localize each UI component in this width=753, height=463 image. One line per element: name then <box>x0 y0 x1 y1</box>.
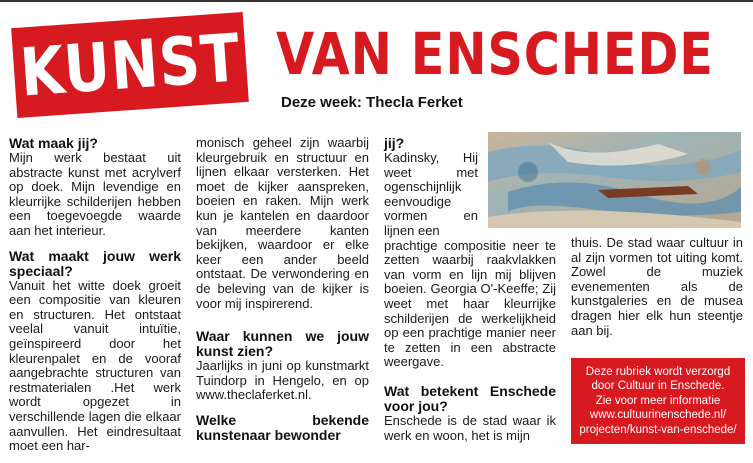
question-4-part-1: Welke bekende kunstenaar bewonder <box>196 411 369 443</box>
info-line-1: Deze rubriek wordt verzorgd <box>585 365 731 378</box>
info-line-2: door Cultuur in Enschede. <box>591 380 725 393</box>
info-link-2[interactable]: projecten/kunst-van-enschede/ <box>579 423 737 436</box>
answer-4-part-1: Kadinsky, Hij weet met ogenschijnlijk eenvoudige vormen en lijnen een <box>384 150 478 238</box>
subtitle: Deze week: Thecla Ferket <box>281 94 463 111</box>
title-kunst: KUNST <box>17 18 243 112</box>
answer-3: Jaarlijks in juni op kunstmarkt Tuindorp in Hengelo, en op www.theclaferket.nl. <box>196 358 369 403</box>
info-box <box>571 358 745 444</box>
question-2: Wat maakt jouw werk speciaal? <box>9 247 181 279</box>
info-link-1[interactable]: www.cultuurinenschede.nl/ <box>589 409 727 422</box>
answer-4-part-2: prachtige compositie neer te zetten waarbij raakvlakken van vorm en lijn mij blijven boeien. Georgia O'-Keeffe; Zij weet met haar kleurrijke schilderijen de werkelijkheid op een prachtige manier neer te zetten in een abstracte weergave. <box>384 237 556 370</box>
painting-image <box>488 132 741 228</box>
question-1: Wat maak jij? <box>9 135 98 151</box>
answer-1: Mijn werk bestaat uit abstracte kunst met acrylverf op doek. Mijn levendige en kleurrijke schilderijen hebben een toegevoegde waarde aan het interieur. <box>9 150 181 238</box>
answer-5-part-1: Enschede is de stad waar ik werk en woon, het is mijn <box>384 412 556 443</box>
column-1 <box>9 136 181 454</box>
question-3: Waar kunnen we jouw kunst zien? <box>196 328 369 360</box>
question-4-part-2: jij? <box>384 135 405 151</box>
title-van-enschede: VAN ENSCHEDE <box>276 20 714 88</box>
question-5: Wat betekent Enschede voor jou? <box>384 382 556 414</box>
kunst-banner <box>11 12 249 118</box>
answer-2-part-2: monisch geheel zijn waarbij kleurgebruik en structuur en lijnen elkaar versterken. Het moet de kijker aanspreken, boeien en raken. Mijn werk kun je kantelen en daardoor van meerdere kanten bekijken, waardoor er elke keer een ander beeld ontstaat. De verwondering en de beleving van de kijker is voor mij inspirerend. <box>196 135 369 311</box>
top-rule <box>0 0 753 2</box>
answer-5-part-2: thuis. De stad waar cultuur in al zijn vormen tot uiting komt. Zowel de muziek evenementen als de kunstgaleries en de musea dragen hier elk hun steentje aan bij. <box>571 235 743 338</box>
column-4 <box>571 236 743 338</box>
column-2 <box>196 136 369 443</box>
answer-2-part-1: Vanuit het witte doek groeit een compositie van kleuren en structuren. Het ontstaat veelal vanuit intuïtie, geïnspireerd door het kleurenpalet en de vooraf aangebrachte structuren van restmaterialen .Het werk wordt opgezet in verschillende lagen die elkaar aanvullen. Het eindresultaat moet een har- <box>9 277 181 454</box>
info-line-3: Zie voor meer informatie <box>595 394 721 407</box>
